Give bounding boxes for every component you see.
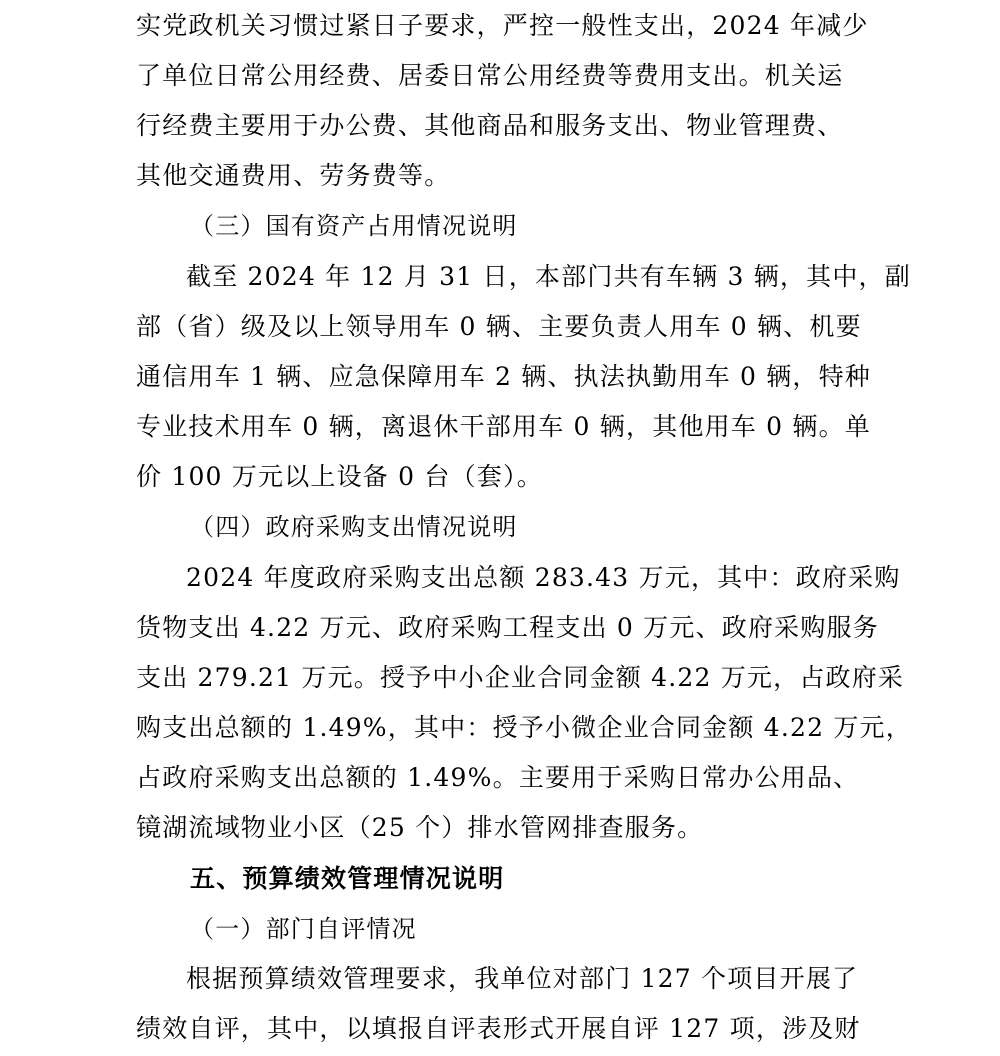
paragraph-line: 了单位日常公用经费、居委日常公用经费等费用支出。机关运 [136, 61, 844, 90]
subsection-heading: （三）国有资产占用情况说明 [190, 212, 518, 240]
paragraph-line: 占政府采购支出总额的 1.49%。主要用于采购日常办公用品、 [136, 763, 860, 792]
paragraph-line: 根据预算绩效管理要求，我单位对部门 127 个项目开展了 [186, 964, 859, 993]
paragraph-line: 价 100 万元以上设备 0 台（套）。 [136, 462, 543, 491]
paragraph-line: 实党政机关习惯过紧日子要求，严控一般性支出，2024 年减少 [136, 11, 869, 40]
subsection-heading: （一）部门自评情况 [190, 915, 417, 943]
paragraph-line: 部（省）级及以上领导用车 0 辆、主要负责人用车 0 辆、机要 [136, 312, 862, 341]
paragraph-line: 支出 279.21 万元。授予中小企业合同金额 4.22 万元，占政府采 [136, 663, 905, 692]
paragraph-line: 2024 年度政府采购支出总额 283.43 万元，其中：政府采购 [186, 563, 901, 592]
paragraph-line: 绩效自评，其中，以填报自评表形式开展自评 127 项，涉及财 [136, 1014, 861, 1043]
paragraph-line: 购支出总额的 1.49%，其中：授予小微企业合同金额 4.22 万元， [136, 713, 912, 742]
subsection-heading: （四）政府采购支出情况说明 [190, 513, 518, 541]
paragraph-line: 其他交通费用、劳务费等。 [136, 161, 451, 190]
paragraph-line: 镜湖流域物业小区（25 个）排水管网排查服务。 [136, 813, 704, 842]
paragraph-line: 货物支出 4.22 万元、政府采购工程支出 0 万元、政府采购服务 [136, 613, 879, 642]
section-heading: 五、预算绩效管理情况说明 [190, 864, 505, 893]
paragraph-line: 行经费主要用于办公费、其他商品和服务支出、物业管理费、 [136, 111, 844, 140]
paragraph-line: 通信用车 1 辆、应急保障用车 2 辆、执法执勤用车 0 辆，特种 [136, 362, 871, 391]
paragraph-line: 截至 2024 年 12 月 31 日，本部门共有车辆 3 辆，其中，副 [186, 262, 911, 291]
paragraph-line: 专业技术用车 0 辆，离退休干部用车 0 辆，其他用车 0 辆。单 [136, 412, 872, 441]
